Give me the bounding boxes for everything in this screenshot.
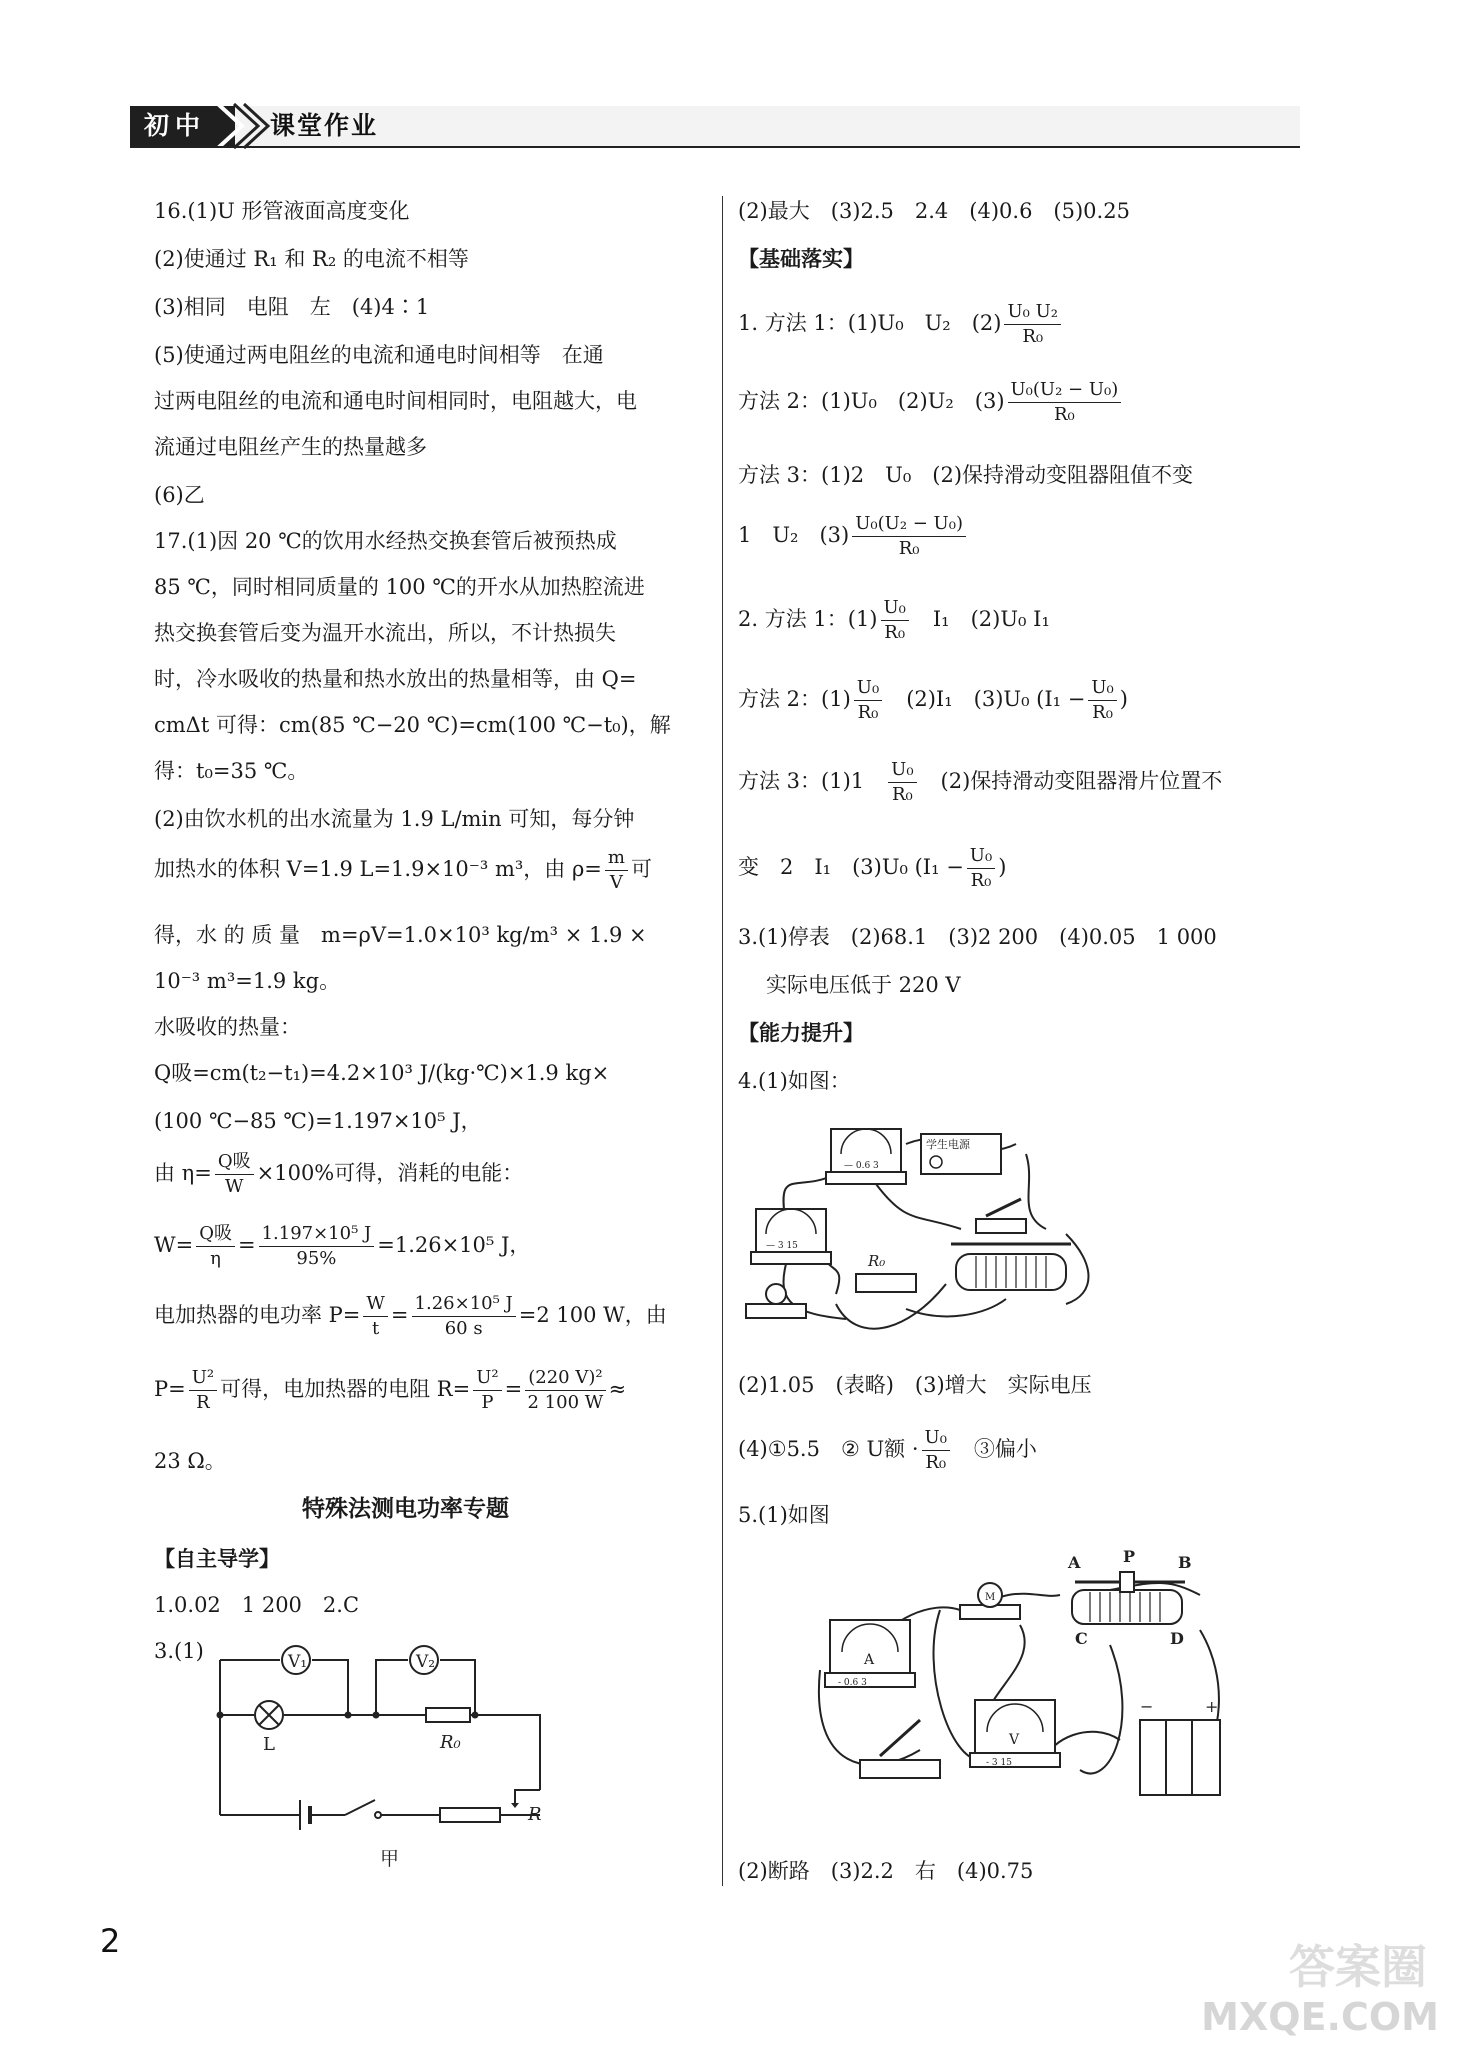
jichu-1-method-2: 方法 2：(1)U₀ (2)U₂ (3) $\frac{\text{U₀(U₂ − U₀)}}{\text{R₀}}$ — [738, 378, 1124, 427]
battery-minus: − — [1140, 1697, 1154, 1716]
nengli-4-line-3: (4)①5.5 ② U额 · $\frac{\text{U₀}}{\text{R₀}}$ ③偏小 — [738, 1427, 1037, 1473]
answer-17-line-18: 23 Ω。 — [154, 1449, 226, 1473]
fraction: $\frac{\text{(220 V)²}}{2 100 W}$ — [525, 1366, 605, 1415]
answer-16-line-1: 16.(1)U 形管液面高度变化 — [154, 199, 410, 223]
fraction: $\frac{\text{U₀(U₂ − U₀)}}{\text{R₀}}$ — [1008, 378, 1122, 427]
header-title: 课堂作业 — [270, 111, 379, 140]
header-grade: 初中 — [144, 111, 207, 140]
double-chevron-icon — [212, 96, 272, 152]
jichu-2-method-3: 方法 3：(1)1 $\frac{\text{U₀}}{\text{R₀}}$ (2)保持滑动变阻器滑片位置不 — [738, 759, 1223, 805]
answer-17-line-12: Q吸=cm(t₂−t₁)=4.2×10³ J/(kg·℃)×1.9 kg× — [154, 1061, 610, 1085]
answer-16-line-5: 过两电阻丝的电流和通电时间相同时，电阻越大，电 — [154, 389, 637, 413]
answer-17-line-14: 由 η= $\frac{\text{Q吸}}{W}$ ×100%可得，消耗的电能： — [154, 1151, 524, 1197]
voltmeter-scale: - 3 15 — [986, 1758, 1012, 1768]
terminal-p: P — [1123, 1547, 1136, 1566]
nengli-4-line-2: (2)1.05 (表略) (3)增大 实际电压 — [738, 1373, 1092, 1397]
answer-17-line-1: 17.(1)因 20 ℃的饮用水经热交换套管后被预热成 — [154, 529, 617, 553]
zizhu-3-answers: (2)最大 (3)2.5 2.4 (4)0.6 (5)0.25 — [738, 199, 1130, 223]
answer-17-line-9: 得，水 的 质 量 m=ρV=1.0×10³ kg/m³ × 1.9 × — [154, 923, 647, 947]
lamp-letter: M — [985, 1592, 996, 1603]
answer-17-line-6: 得：t₀=35 ℃。 — [154, 759, 309, 783]
answer-17-line-11: 水吸收的热量： — [154, 1015, 301, 1039]
terminal-c: C — [1075, 1629, 1088, 1648]
battery-plus: + — [1205, 1697, 1219, 1716]
answer-17-line-7: (2)由饮水机的出水流量为 1.9 L/min 可知，每分钟 — [154, 807, 635, 831]
answer-17-line-3: 热交换套管后变为温开水流出，所以，不计热损失 — [154, 621, 616, 645]
answer-17-line-15: W= $\frac{\text{Q吸}}{\eta}$ = $\frac{\text{1.197×10⁵ J}}{95\%}$ =1.26×10⁵ J， — [154, 1223, 531, 1269]
terminal-b: B — [1178, 1553, 1192, 1572]
section-title: 特殊法测电功率专题 — [302, 1496, 509, 1522]
ammeter-scale: — 0.6 3 — [844, 1161, 879, 1171]
fraction: $\frac{\text{U₀}}{\text{R₀}}$ — [922, 1426, 950, 1475]
jichu-3-line-1: 3.(1)停表 (2)68.1 (3)2 200 (4)0.05 1 000 — [738, 925, 1217, 949]
v2-label: V₂ — [416, 1652, 436, 1672]
voltmeter-scale: — 3 15 — [766, 1241, 798, 1251]
answer-17-line-8: 加热水的体积 V=1.9 L=1.9×10⁻³ m³，由 ρ= $\frac{m}{V}$ 可 — [154, 847, 652, 893]
ammeter-scale: - 0.6 3 — [838, 1678, 867, 1688]
column-divider — [722, 196, 723, 1886]
answer-17-line-13: (100 ℃−85 ℃)=1.197×10⁵ J， — [154, 1109, 482, 1133]
fraction: $\frac{\text{1.197×10⁵ J}}{95\%}$ — [259, 1222, 375, 1271]
r0-label: R₀ — [440, 1732, 461, 1753]
answer-16-line-6: 流通过电阻丝产生的热量越多 — [154, 435, 427, 459]
watermark-logo: 答案圈 — [1289, 1940, 1427, 1994]
fraction: $\frac{W}{t}$ — [363, 1292, 388, 1341]
ammeter-letter: A — [864, 1652, 875, 1668]
jichu-2-method-2: 方法 2：(1) $\frac{\text{U₀}}{\text{R₀}}$ (2)I₁ (3)U₀ (I₁ − $\frac{\text{U₀}}{\text{R₀}}$ ) — [738, 677, 1128, 723]
section-zizhu: 【自主导学】 — [154, 1547, 280, 1571]
answer-17-line-16: 电加热器的电功率 P= $\frac{W}{t}$ = $\frac{\text{1.26×10⁵ J}}{60 s}$ =2 100 W，由 — [154, 1293, 667, 1339]
wiring-figure-4 — [736, 1104, 1096, 1354]
circuit-caption: 甲 — [380, 1848, 400, 1870]
r0-label: R₀ — [868, 1252, 886, 1270]
fraction: $\frac{\text{U²}}{P}$ — [473, 1366, 501, 1415]
fraction: $\frac{\text{Q吸}}{\eta}$ — [196, 1222, 235, 1271]
answer-17-line-17: P= $\frac{\text{U²}}{R}$ 可得，电加热器的电阻 R= $\frac{\text{U²}}{P}$ = $\frac{\text{(220 V)²}}{2 100 W}$ ≈ — [154, 1367, 627, 1413]
nengli-4-label: 4.(1)如图： — [738, 1069, 851, 1093]
r-label: R — [528, 1804, 542, 1825]
jichu-3-line-2: 实际电压低于 220 V — [766, 973, 961, 997]
fraction: $\frac{\text{U²}}{R}$ — [189, 1366, 217, 1415]
zizhu-answers: 1.0.02 1 200 2.C — [154, 1593, 360, 1617]
v1-label: V₁ — [288, 1652, 308, 1672]
fraction: $\frac{\text{1.26×10⁵ J}}{60 s}$ — [412, 1292, 516, 1341]
fraction: $\frac{\text{U₀(U₂ − U₀)}}{\text{R₀}}$ — [852, 512, 966, 561]
jichu-1-method-3: 方法 3：(1)2 U₀ (2)保持滑动变阻器阻值不变 — [738, 463, 1194, 487]
voltmeter-letter: V — [1009, 1732, 1020, 1748]
header-rule — [130, 146, 1300, 148]
jichu-2-method-1: 2. 方法 1：(1) $\frac{\text{U₀}}{\text{R₀}}$ I₁ (2)U₀ I₁ — [738, 597, 1050, 643]
answer-16-line-2: (2)使通过 R₁ 和 R₂ 的电流不相等 — [154, 247, 469, 271]
terminal-d: D — [1170, 1629, 1184, 1648]
jichu-1-method-1: 1. 方法 1：(1)U₀ U₂ (2) $\frac{\text{U₀ U₂}}{\text{R₀}}$ — [738, 300, 1064, 349]
answer-16-line-3: (3)相同 电阻 左 (4)4∶1 — [154, 295, 430, 319]
fraction: $\frac{\text{U₀ U₂}}{\text{R₀}}$ — [1004, 300, 1061, 349]
fraction: $\frac{\text{U₀}}{\text{R₀}}$ — [881, 596, 909, 645]
answer-16-line-7: (6)乙 — [154, 483, 205, 507]
jichu-2-method-3-cont: 变 2 I₁ (3)U₀ (I₁ − $\frac{\text{U₀}}{\text{R₀}}$ ) — [738, 845, 1007, 891]
lamp-label: L — [263, 1734, 275, 1755]
fraction: $\frac{\text{Q吸}}{W}$ — [215, 1150, 254, 1199]
answer-17-line-4: 时，冷水吸收的热量和热水放出的热量相等，由 Q= — [154, 667, 637, 691]
jichu-1-method-3-cont: 1 U₂ (3) $\frac{\text{U₀(U₂ − U₀)}}{\text{R₀}}$ — [738, 512, 969, 561]
nengli-5-label: 5.(1)如图 — [738, 1503, 830, 1527]
watermark-url: MXQE.COM — [1201, 1995, 1439, 2039]
page-number: 2 — [100, 1922, 121, 1960]
fraction: $\frac{\text{U₀}}{\text{R₀}}$ — [854, 676, 882, 725]
answer-17-line-2: 85 ℃，同时相同质量的 100 ℃的开水从加热腔流进 — [154, 575, 645, 599]
section-nengli: 【能力提升】 — [738, 1021, 864, 1045]
fraction: $\frac{\text{U₀}}{\text{R₀}}$ — [1088, 676, 1116, 725]
power-supply-label: 学生电源 — [926, 1138, 970, 1151]
section-jichu: 【基础落实】 — [738, 247, 864, 271]
fraction: $\frac{\text{U₀}}{\text{R₀}}$ — [888, 758, 916, 807]
answer-16-line-4: (5)使通过两电阻丝的电流和通电时间相等 在通 — [154, 343, 604, 367]
answer-17-line-5: cmΔt 可得：cm(85 ℃−20 ℃)=cm(100 ℃−t₀)，解 — [154, 713, 671, 737]
circuit-diagram-jia — [200, 1640, 620, 1880]
fraction: $\frac{m}{V}$ — [605, 846, 628, 895]
zizhu-3-label: 3.(1) — [154, 1639, 204, 1663]
nengli-5-answers: (2)断路 (3)2.2 右 (4)0.75 — [738, 1859, 1034, 1883]
answer-17-line-10: 10⁻³ m³=1.9 kg。 — [154, 969, 341, 993]
wiring-figure-5 — [810, 1540, 1230, 1830]
fraction: $\frac{\text{U₀}}{\text{R₀}}$ — [967, 844, 995, 893]
terminal-a: A — [1068, 1553, 1081, 1572]
